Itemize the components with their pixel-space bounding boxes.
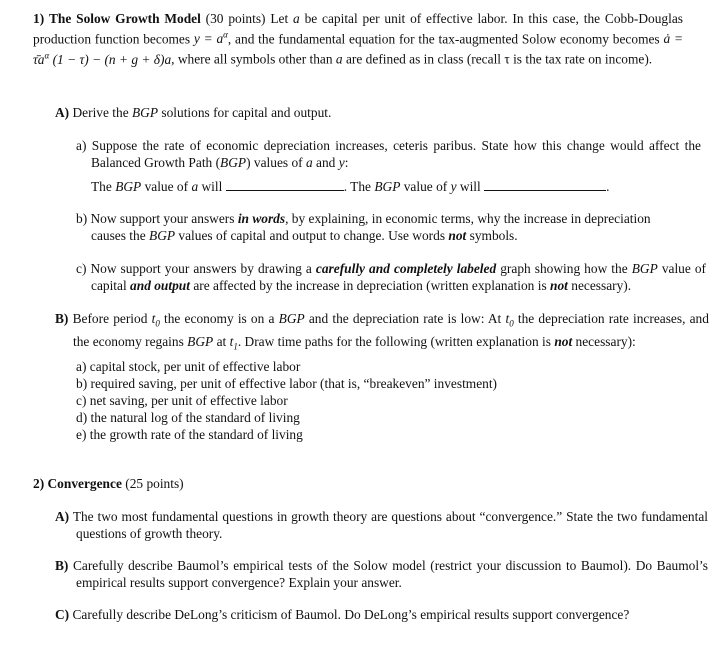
q2-part-a-label: A) — [55, 509, 70, 524]
fill-text: will — [201, 179, 223, 194]
fill-text: value of — [144, 179, 189, 194]
q1-a-b-text: Now support your answers — [90, 211, 235, 226]
fill-text: will — [459, 179, 481, 194]
emphasis: carefully and completely labeled — [315, 261, 497, 276]
q1-intro-text: , and the fundamental equation for the tax-augmented Solow economy becomes — [227, 31, 660, 47]
q1-a-a — [76, 137, 701, 171]
q1-intro-text: Let — [270, 11, 289, 26]
bgp: BGP — [132, 105, 159, 120]
fill-text: The — [91, 179, 112, 194]
var-a: a — [191, 179, 199, 194]
q1-intro — [33, 10, 683, 68]
q1-part-b-text: at — [216, 333, 227, 349]
q1-a-c-text: value of capital — [91, 261, 707, 293]
q1-a-b-text: values of capital and output to change. Use words — [178, 228, 446, 243]
emphasis: in words — [237, 211, 286, 226]
q1-part-a-text: solutions for capital and output. — [161, 105, 332, 120]
q2-points: (25 points) — [125, 476, 184, 491]
item-label: c) — [76, 261, 87, 276]
fill-text: . — [606, 179, 610, 194]
q1-a-b-text: symbols. — [469, 228, 518, 243]
q1-number: 1) — [33, 11, 45, 26]
q2-number: 2) — [33, 476, 45, 491]
eq-fundamental: ȧ = $\taūa^\alpha$ (1 − τ) − (n + g + δ)a — [33, 31, 683, 67]
q1-part-b-text: and the depreciation rate is low: At — [308, 311, 502, 326]
q2-part-c-label: C) — [55, 607, 70, 622]
q1-a-c-text: necessary). — [571, 278, 632, 293]
fill-text: . The — [343, 179, 371, 194]
var-y: y — [450, 179, 457, 194]
q2-part-a — [55, 508, 708, 542]
fill-text: value of — [403, 179, 448, 194]
q1-a-c-text: are affected by the increase in depreciation (written explanation is — [193, 278, 547, 293]
bgp: BGP — [115, 179, 142, 194]
list-item: c) net saving, per unit of effective labor — [76, 393, 288, 408]
bgp: BGP — [374, 179, 401, 194]
var-a: a — [335, 51, 343, 67]
q1-part-a-label: A) — [55, 105, 70, 120]
q2-part-c — [55, 606, 695, 623]
list-item: e) the growth rate of the standard of living — [76, 427, 303, 442]
bgp: BGP — [149, 228, 176, 243]
q1-a-c-text: Now support your answers by drawing a — [90, 261, 312, 276]
q1-part-b-text: . Draw time paths for the following (written explanation is — [237, 333, 551, 349]
q2-part-b — [55, 557, 708, 591]
list-item: b) required saving, per unit of effective labor (that is, “breakeven” investment) — [76, 376, 498, 391]
bgp: BGP — [220, 155, 247, 170]
emphasis: not — [448, 228, 467, 243]
list-item: a) capital stock, per unit of effective labor — [76, 359, 301, 374]
q1-a-a-text: and — [316, 155, 336, 170]
q1-title: The Solow Growth Model — [48, 11, 201, 26]
q2-part-c-text: Carefully describe DeLong’s criticism of Baumol. Do DeLong’s empirical results support convergence? — [72, 607, 630, 622]
q1-a-a-text: ) values of — [246, 155, 303, 170]
q1-part-b — [55, 310, 709, 355]
q1-part-b-text: necessary): — [575, 333, 636, 349]
bgp: BGP — [278, 311, 305, 326]
eq-production: $y = a^\alpha$ — [193, 30, 228, 47]
q2-part-b-text: Carefully describe Baumol’s empirical tests of the Solow model (restrict your discussion to Baumol). Do Baumol’s empirical results support convergence? Explain your answer. — [72, 558, 708, 590]
bgp: BGP — [631, 261, 658, 276]
q1-intro-text: are defined as in class (recall τ is the tax rate on income). — [345, 51, 653, 67]
q2-heading — [33, 475, 683, 492]
t0: $t_0$ — [151, 311, 160, 329]
q1-a-c — [76, 260, 706, 294]
var-a: a — [305, 155, 313, 170]
q1-part-b-text: the economy is on a — [164, 311, 275, 326]
q1-a-a-text: : — [344, 155, 349, 170]
item-label: a) — [76, 138, 87, 153]
emphasis: not — [550, 278, 568, 293]
q2-title: Convergence — [47, 476, 122, 491]
var-a: a — [293, 11, 300, 26]
q1-a-a-text: Suppose the rate of economic depreciation increases, ceteris paribus. State how this change would affect the Balanced Growth Path ( — [91, 138, 701, 170]
item-label: b) — [76, 211, 88, 226]
q2-part-b-label: B) — [55, 558, 69, 573]
t1: $t_1$ — [229, 333, 238, 352]
q1-a-a-fill-line — [91, 178, 691, 195]
var-y: y — [338, 155, 345, 170]
list-item: d) the natural log of the standard of living — [76, 410, 300, 425]
q1-a-b — [76, 210, 651, 244]
q1-part-b-text: Before period — [72, 311, 148, 326]
q1-part-a-text: Derive the — [72, 105, 129, 120]
q1-intro-text: , where all symbols other than — [171, 51, 333, 67]
q1-b-list — [76, 358, 676, 443]
answer-blank-output[interactable] — [484, 178, 606, 191]
q1-part-b-text: the depreciation rate increases, and the economy regains — [73, 311, 709, 349]
bgp: BGP — [187, 333, 214, 349]
emphasis: not — [554, 333, 573, 349]
q1-intro-text: be capital per unit of effective labor. In this case, the Cobb-Douglas production function becomes — [33, 11, 683, 47]
q1-part-b-label: B) — [55, 311, 69, 326]
t0: $t_0$ — [505, 311, 514, 329]
q2-part-a-text: The two most fundamental questions in growth theory are questions about “convergence.” State the two fundamental questions of growth theory. — [72, 509, 708, 541]
q1-part-a — [55, 104, 685, 121]
q1-a-b-text: , by explaining, in economic terms, why the increase in depreciation causes the — [91, 211, 651, 243]
q1-a-c-text: graph showing how the — [500, 261, 628, 276]
q1-points: (30 points) — [205, 11, 266, 26]
answer-blank-capital[interactable] — [226, 178, 344, 191]
emphasis: and output — [130, 278, 190, 293]
